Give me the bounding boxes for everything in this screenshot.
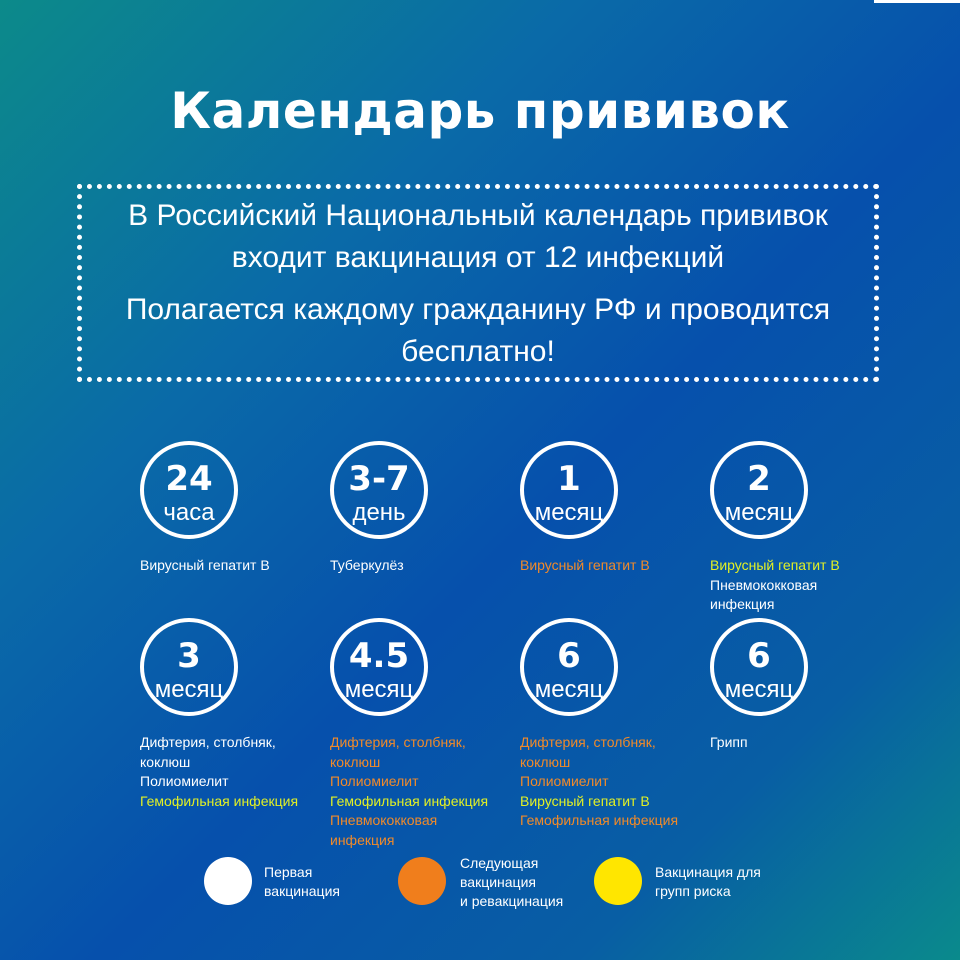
age-unit: день <box>352 499 406 526</box>
vaccine-item: Гемофильная инфекция <box>140 792 299 809</box>
age-circle <box>520 441 618 539</box>
vaccine-item: Дифтерия, столбняк, <box>140 734 276 750</box>
vaccine-item: инфекция <box>330 831 395 848</box>
age-number: 6 <box>747 636 771 676</box>
age-number: 6 <box>557 636 581 676</box>
vaccine-list <box>330 733 500 850</box>
vaccine-item: инфекция <box>710 596 775 612</box>
vaccine-item: Туберкулёз <box>330 557 404 573</box>
info-line-4: бесплатно! <box>401 335 555 368</box>
info-line-2: входит вакцинация от 12 инфекций <box>231 241 725 274</box>
vaccine-item: Вирусный гепатит В <box>520 792 650 809</box>
vaccine-item: Вирусный гепатит В <box>140 557 270 573</box>
vaccine-item: Полиомиелит <box>330 773 419 789</box>
age-circle <box>330 441 428 539</box>
legend-dot-next <box>398 857 446 905</box>
age-unit: месяц <box>344 676 414 703</box>
age-circle <box>520 618 618 716</box>
age-unit: месяц <box>534 676 604 703</box>
vaccine-item: Дифтерия, столбняк, <box>330 734 466 750</box>
age-number: 24 <box>165 459 213 499</box>
vaccine-item: Пневмококковая <box>710 576 818 593</box>
vaccine-list <box>330 556 500 576</box>
vaccine-list <box>140 556 310 576</box>
info-line-3: Полагается каждому гражданину РФ и проводится <box>125 293 831 326</box>
vaccine-item: Пневмококковая <box>330 812 438 828</box>
age-unit: часа <box>163 499 215 526</box>
legend-dot-risk <box>594 857 642 905</box>
vaccine-item: коклюш <box>140 753 191 770</box>
age-circle <box>140 618 238 716</box>
age-number: 4.5 <box>348 636 410 676</box>
age-unit: месяц <box>154 676 224 703</box>
age-circle <box>140 441 238 539</box>
legend-dot-first <box>204 857 252 905</box>
age-circle <box>710 618 808 716</box>
page-title: Календарь прививок <box>170 82 790 140</box>
age-number: 1 <box>557 459 581 499</box>
age-number: 2 <box>747 459 771 499</box>
info-box <box>77 184 879 382</box>
vaccine-item: Вирусный гепатит В <box>520 557 650 573</box>
age-unit: месяц <box>724 499 794 526</box>
age-unit: месяц <box>534 499 604 526</box>
vaccine-list <box>140 733 310 811</box>
age-number: 3-7 <box>348 459 410 499</box>
vaccine-item: Полиомиелит <box>520 773 609 789</box>
age-circle <box>330 618 428 716</box>
corner-accent <box>874 0 960 3</box>
legend-label-next: Следующая вакцинация и ревакцинация <box>460 855 564 909</box>
vaccine-item: Грипп <box>710 734 748 750</box>
info-line-1: В Российский Национальный календарь прививок <box>128 199 828 232</box>
vaccine-list <box>520 556 690 576</box>
vaccine-list <box>710 733 880 753</box>
vaccine-item: коклюш <box>330 753 381 770</box>
vaccine-item: Дифтерия, столбняк, <box>520 734 656 750</box>
age-circle <box>710 441 808 539</box>
vaccine-list <box>520 733 690 831</box>
vaccine-item: Гемофильная инфекция <box>330 792 489 809</box>
vaccine-item: Гемофильная инфекция <box>520 812 679 828</box>
vaccine-item: коклюш <box>520 753 571 770</box>
legend-label-first: Первая вакцинация <box>264 864 340 899</box>
age-number: 3 <box>177 636 201 676</box>
age-unit: месяц <box>724 676 794 703</box>
vaccine-item: Вирусный гепатит В <box>710 557 840 573</box>
vaccine-list <box>710 556 880 615</box>
vaccine-item: Полиомиелит <box>140 773 229 789</box>
legend-label-risk: Вакцинация для групп риска <box>655 864 761 899</box>
